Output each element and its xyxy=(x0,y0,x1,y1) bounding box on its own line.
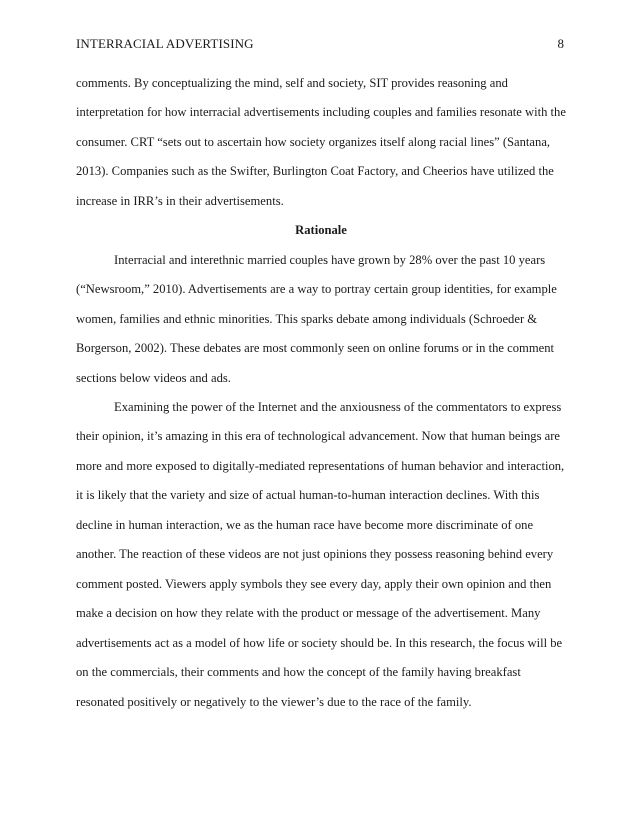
section-heading: Rationale xyxy=(295,223,347,238)
paragraph-rationale-1: Interracial and interethnic married couples have grown by 28% over the past 10 years (“Newsroom,” 2010). Advertisements are a way to portray certain group identities, for example women, families and ethnic minorities. This sparks debate among individuals (Schroeder & Borgerson, 2002). These debates are most commonly seen on online forums or in the comment sections below videos and ads. xyxy=(76,252,557,385)
paragraph-rationale-2: Examining the power of the Internet and the anxiousness of the commentators to express their opinion, it’s amazing in this era of technological advancement. Now that human beings are more and more exposed to digitally-mediated representations of human behavior and interaction, it is likely that the variety and size of actual human-to-human interaction declines. With this decline in human interaction, we as the human race have become more discriminate of one another. The reaction of these videos are not just opinions they possess reasoning behind every comment posted. Viewers apply symbols they see every day, apply their own opinion and then make a decision on how they relate with the product or message of the advertisement. Many advertisements act as a model of how life or society should be. In this research, the focus will be on the commercials, their comments and how the concept of the family having breakfast resonated positively or negatively to the viewer’s due to the race of the family. xyxy=(76,399,565,709)
running-head: INTERRACIAL ADVERTISING xyxy=(76,36,254,51)
continuation-paragraph: comments. By conceptualizing the mind, self and society, SIT provides reasoning and interpretation for how interracial advertisements including couples and families resonate with the consumer. CRT “sets out to ascertain how society organizes itself along racial lines” (Santana, 2013). Companies such as the Swifter, Burlington Coat Factory, and Cheerios have utilized the increase in IRR’s in their advertisements. xyxy=(76,76,566,208)
body-text xyxy=(76,69,566,717)
page-header xyxy=(76,36,564,54)
page-number: 8 xyxy=(557,36,564,51)
